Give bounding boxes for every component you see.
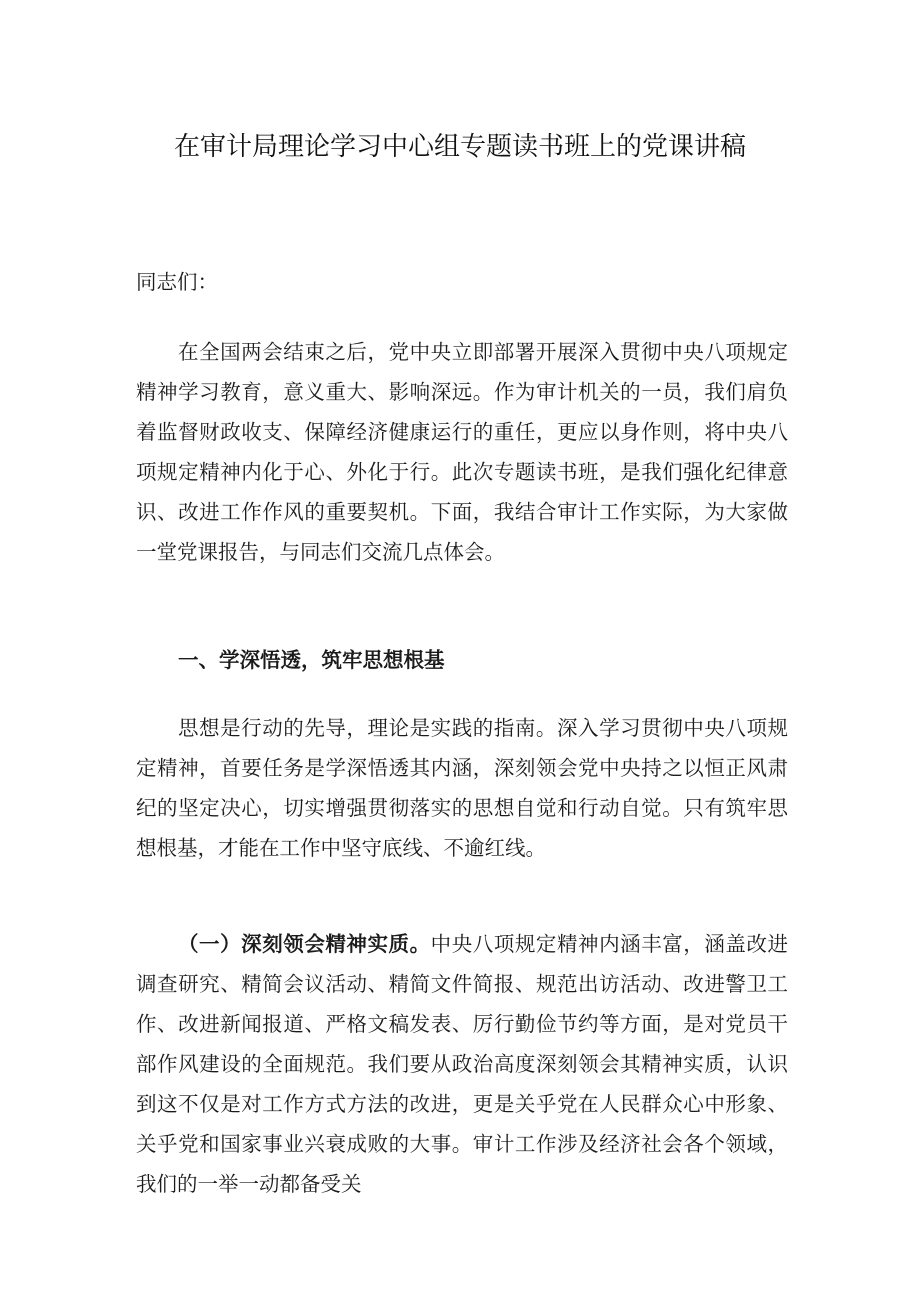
document-title: 在审计局理论学习中心组专题读书班上的党课讲稿: [173, 132, 746, 162]
subsection-body: 中央八项规定精神内涵丰富，涵盖改进调查研究、精简会议活动、精简文件简报、规范出访活动、改进警卫工作、改进新闻报道、严格文稿发表、厉行勤俭节约等方面，是对党员干部作风建设的全面规范。我们要从政治高度深刻领会其精神实质，认识到这不仅是对工作方式方法的改进，更是关乎党在人民群众心中形象、关乎党和国家事业兴衰成败的大事。审计工作涉及经济社会各个领域，我们的一举一动都备受关: [136, 932, 789, 1196]
salutation: 同志们：: [136, 270, 218, 294]
subsection-paragraph: [136, 924, 788, 1204]
section-paragraph: 思想是行动的先导，理论是实践的指南。深入学习贯彻中央八项规定精神，首要任务是学深悟透其内涵，深刻领会党中央持之以恒正风肃纪的坚定决心，切实增强贯彻落实的思想自觉和行动自觉。只有筑牢思想根基，才能在工作中坚守底线、不逾红线。: [136, 716, 788, 860]
subsection-lead: （一）深刻领会精神实质。: [178, 932, 431, 956]
section-heading: 一、学深悟透，筑牢思想根基: [178, 648, 445, 672]
intro-paragraph: 在全国两会结束之后，党中央立即部署开展深入贯彻中央八项规定精神学习教育，意义重大、影响深远。作为审计机关的一员，我们肩负着监督财政收支、保障经济健康运行的重任，更应以身作则，将中央八项规定精神内化于心、外化于行。此次专题读书班，是我们强化纪律意识、改进工作作风的重要契机。下面，我结合审计工作实际，为大家做一堂党课报告，与同志们交流几点体会。: [136, 340, 788, 564]
